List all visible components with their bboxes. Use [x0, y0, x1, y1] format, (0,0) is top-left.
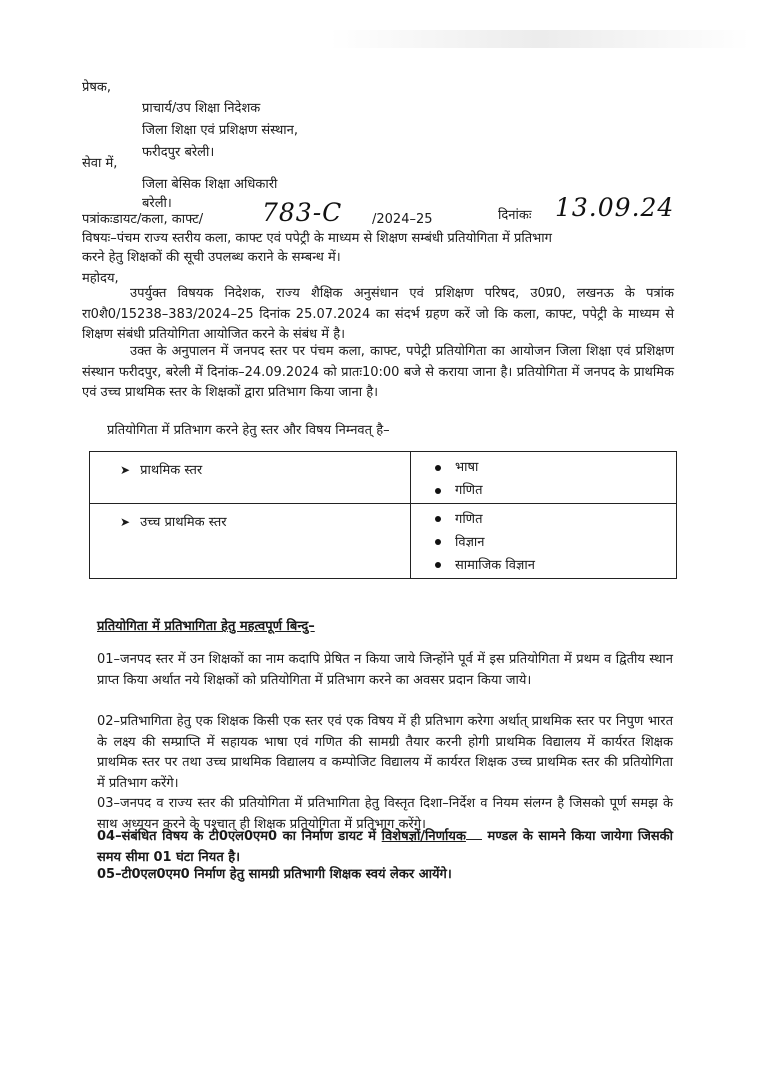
- paragraph-reference: उपर्युक्त विषयक निदेशक, राज्य शैक्षिक अनुसंधान एवं प्रशिक्षण परिषद, उ0प्र0, लखनऊ के पत्रांक रा0शै0/15238–383/2024–25 दिनांक 25.07.2024 का संदर्भ ग्रहण करें जो कि कला, काफ्ट, पपेट्री के माध्यम से शिक्षण संबंधी प्रतियोगिता आयोजित करने के संबंध में है।: [82, 286, 674, 342]
- subject-item: सामाजिक विज्ञान: [455, 557, 535, 573]
- sender-label: प्रेषक,: [82, 80, 112, 95]
- sender-line-2: जिला शिक्षा एवं प्रशिक्षण संस्थान,: [142, 123, 298, 138]
- point-4-text-start: 04–संबंधित विषय के टी0एल0एम0 का निर्माण डायट में: [97, 829, 377, 844]
- level-name: उच्च प्राथमिक स्तर: [140, 514, 227, 530]
- underline-blank: [466, 839, 482, 840]
- bullet-icon: [435, 465, 441, 471]
- recipient-line-2: बरेली।: [142, 196, 172, 211]
- bullet-icon: [435, 488, 441, 494]
- level-name: प्राथमिक स्तर: [140, 463, 203, 478]
- subjects-cell: [411, 452, 677, 504]
- table-row: [90, 503, 677, 578]
- bullet-icon: [435, 539, 441, 545]
- arrow-bullet-icon: ➤: [120, 514, 131, 529]
- subject-item: विज्ञान: [455, 534, 485, 550]
- subject-item: गणित: [455, 483, 483, 498]
- salutation: महोदय,: [82, 271, 119, 286]
- arrow-bullet-icon: ➤: [120, 463, 131, 477]
- scan-shadow: [330, 30, 750, 48]
- recipient-label: सेवा में,: [82, 156, 118, 171]
- level-cell: [90, 452, 411, 504]
- subject-line-2: करने हेतु शिक्षकों की सूची उपलब्ध कराने के सम्बन्ध में।: [82, 250, 341, 265]
- levels-table: [89, 451, 677, 579]
- reference-year: /2024–25: [372, 212, 433, 227]
- recipient-line-1: जिला बेसिक शिक्षा अधिकारी: [142, 177, 278, 192]
- points-heading: प्रतियोगिता में प्रतिभागिता हेतु महत्वपूर्ण बिन्दु–: [97, 619, 315, 634]
- sender-line-1: प्राचार्य/उप शिक्षा निदेशक: [142, 101, 261, 116]
- paragraph-competition: उक्त के अनुपालन में जनपद स्तर पर पंचम कला, काफ्ट, पपेट्री प्रतियोगिता का आयोजन जिला शिक्षा एवं प्रशिक्षण संस्थान फरीदपुर, बरेली में दिनांक–24.09.2024 को प्रातः10:00 बजे से कराया जाना है। प्रतियोगिता में जनपद के प्राथमिक एवं उच्च प्राथमिक स्तर के शिक्षकों द्वारा प्रतिभाग किया जाना है।: [82, 344, 674, 400]
- point-2: 02–प्रतिभागिता हेतु एक शिक्षक किसी एक स्तर एवं एक विषय में ही प्रतिभाग करेगा अर्थात् प्राथमिक स्तर पर निपुण भारत के लक्ष्य की सम्प्राप्ति में सहायक भाषा एवं गणित की सामग्री तैयार करनी होगी प्राथमिक विद्यालय में कार्यरत शिक्षक प्राथमिक स्तर पर तथा उच्च प्राथमिक विद्यालय व कम्पोजिट विद्यालय में कार्यरत शिक्षक उच्च प्राथमिक स्तर की प्रतियोगिता में प्रतिभाग करेंगे।: [97, 714, 673, 791]
- level-cell: [90, 503, 411, 578]
- reference-number-handwritten: 783-C: [262, 198, 343, 227]
- date-label: दिनांकः: [498, 208, 532, 223]
- point-4: [97, 827, 673, 868]
- point-5: 05–टी0एल0एम0 निर्माण हेतु सामग्री प्रतिभागी शिक्षक स्वयं लेकर आयेंगे।: [97, 867, 452, 882]
- sender-line-3: फरीदपुर बरेली।: [142, 145, 215, 160]
- bullet-icon: [435, 562, 441, 568]
- subject-line-1: विषयः–पंचम राज्य स्तरीय कला, काफ्ट एवं पपेट्री के माध्यम से शिक्षण सम्बंधी प्रतियोगिता में प्रतिभाग: [82, 231, 552, 246]
- reference-prefix: पत्रांकःडायट/कला, काफ्ट/: [82, 212, 204, 227]
- point-4-text-end: मण्डल के सामने किया जायेगा जिसकी समय सीमा 01 घंटा नियत है।: [97, 829, 674, 865]
- point-3: 03–जनपद व राज्य स्तर की प्रतियोगिता में प्रतिभागिता हेतु विस्तृत दिशा–निर्देश व नियम संलग्न है जिसको पूर्ण समझ के साथ अध्ययन करने के पश्चात् ही शिक्षक प्रतियोगिता में प्रतिभाग करेंगे।: [97, 796, 673, 832]
- date-handwritten: 13.09.24: [555, 193, 675, 222]
- subject-item: भाषा: [455, 460, 479, 475]
- table-row: [90, 452, 677, 504]
- subject-item: गणित: [455, 511, 483, 527]
- point-1: 01–जनपद स्तर में उन शिक्षकों का नाम कदापि प्रेषित न किया जाये जिन्होंने पूर्व में इस प्रतियोगिता में प्रथम व द्वितीय स्थान प्राप्त किया अर्थात नये शिक्षकों को प्रतियोगिता में प्रतिभाग करने का अवसर प्रदान किया जाये।: [97, 652, 673, 688]
- subjects-cell: [411, 503, 677, 578]
- bullet-icon: [435, 516, 441, 522]
- table-intro: प्रतियोगिता में प्रतिभाग करने हेतु स्तर और विषय निम्नवत् है–: [107, 423, 390, 438]
- point-4-underlined: विशेषज्ञों/निर्णायक: [381, 829, 466, 844]
